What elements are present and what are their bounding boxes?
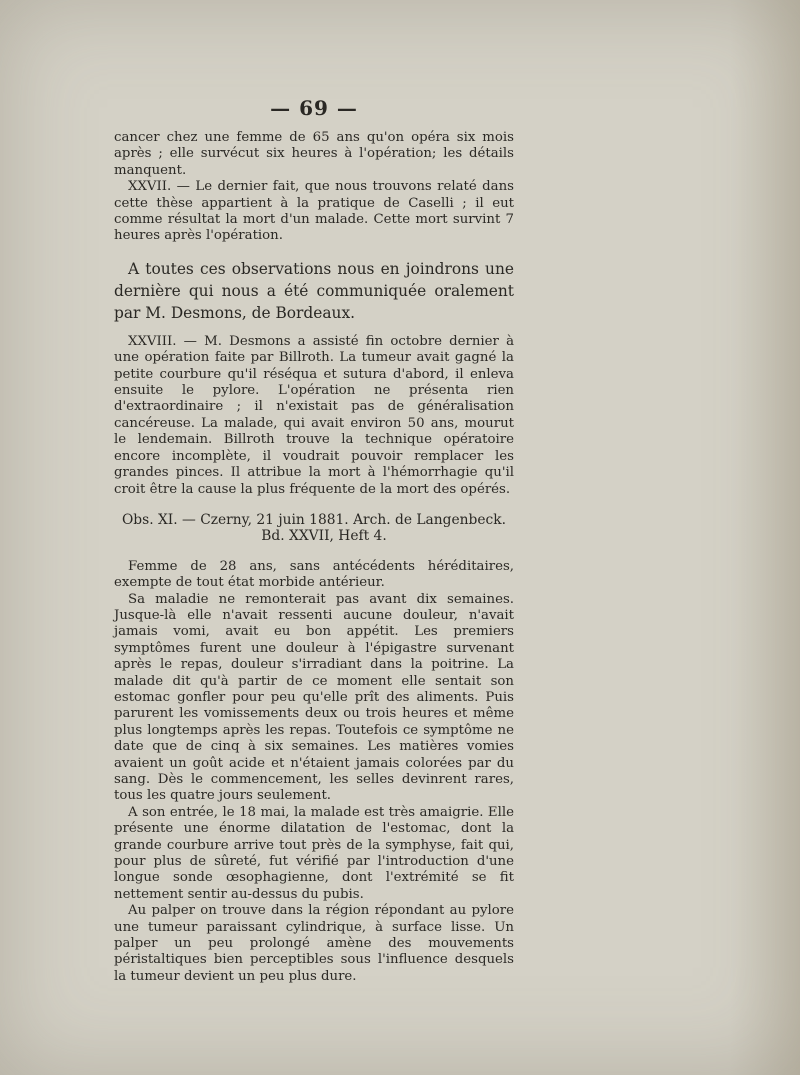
paragraph-xxvii: XXVII. — Le dernier fait, que nous trouvons relaté dans cette thèse appartient à la pratique de Caselli ; il eut comme résultat la mort d'un malade. Cette mort survint 7 heures après l'opération. [114, 179, 514, 244]
page-edge-shading [730, 0, 800, 1075]
observation-subtitle: Bd. XXVII, Heft 4. [261, 528, 387, 545]
page-content [114, 96, 514, 985]
page-number: — 69 — [270, 96, 358, 120]
paragraph-xxviii: XXVIII. — M. Desmons a assisté fin octobre dernier à une opération faite par Billroth. La tumeur avait gagné la petite courbure qu'il réséqua et sutura d'abord, il enleva ensuite le pylore. L'opération ne présenta rien d'extraordinaire ; il n'existait pas de généralisation cancéreuse. La malade, qui avait environ 50 ans, mourut le lendemain. Billroth trouve la technique opératoire encore incomplète, il voudrait pouvoir remplacer les grandes pinces. Il attribue la mort à l'hémorrhagie qu'il croit être la cause la plus fréquente de la mort des opérés. [114, 333, 514, 497]
observation-title: Obs. XI. — Czerny, 21 juin 1881. Arch. de Langenbeck. [121, 511, 507, 528]
paragraph-palpation: Au palper on trouve dans la région répondant au pylore une tumeur paraissant cylindrique, à surface lisse. Un palper un peu prolongé amène des mouvements péristaltiques bien perceptibles sous l'influence desquels la tumeur devient un peu plus dure. [114, 903, 514, 984]
paragraph-continuation: cancer chez une femme de 65 ans qu'on opéra six mois après ; elle survécut six heures à l'opération; les détails manquent. [114, 130, 514, 178]
paragraph-patient: Femme de 28 ans, sans antécédents héréditaires, exempte de tout état morbide antérieur. [114, 558, 514, 591]
paragraph-intro-desmons: A toutes ces observations nous en joindrons une dernière qui nous a été communiquée oralement par M. Desmons, de Bordeaux. [114, 259, 514, 322]
paragraph-admission: A son entrée, le 18 mai, la malade est très amaigrie. Elle présente une énorme dilatation de l'estomac, dont la grande courbure arrive tout près de la symphyse, fait qui, pour plus de sûreté, fut vérifié par l'introduction d'une longue sonde œsophagienne, dont l'extrémité se fit nettement sentir au-dessus du pubis. [114, 804, 514, 902]
paragraph-history: Sa maladie ne remonterait pas avant dix semaines. Jusque-là elle n'avait ressenti aucune douleur, n'avait jamais vomi, avait eu bon appétit. Les premiers symptômes furent une douleur à l'épigastre survenant après le repas, douleur s'irradiant dans la poitrine. La malade dit qu'à partir de ce moment elle sentait son estomac gonfler pour peu qu'elle prît des aliments. Puis parurent les vomissements deux ou trois heures et même plus longtemps après les repas. Toutefois ce symptôme ne date que de cinq à six semaines. Les matières vomies avaient un goût acide et n'étaient jamais colorées par du sang. Dès le commencement, les selles devinrent rares, tous les quatre jours seulement. [114, 591, 514, 804]
